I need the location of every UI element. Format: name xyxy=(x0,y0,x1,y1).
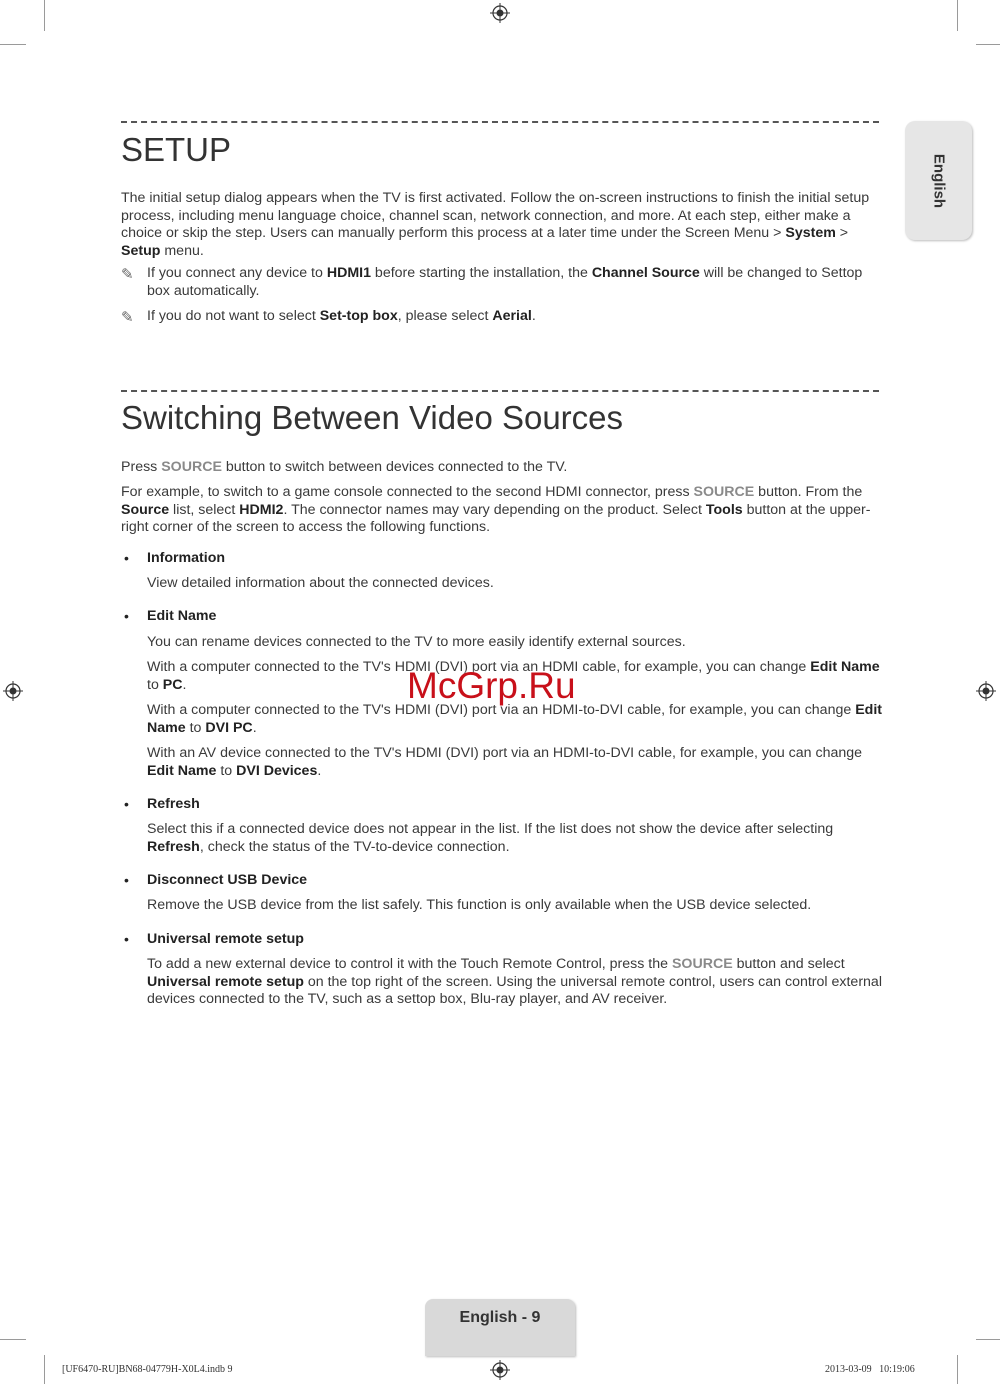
crop-mark xyxy=(44,1355,45,1384)
crop-mark xyxy=(0,1339,26,1340)
text-run: If you connect any device to xyxy=(147,265,327,281)
setup-note xyxy=(147,265,882,300)
switching-title: Switching Between Video Sources xyxy=(121,399,624,436)
bold-term: HDMI1 xyxy=(326,265,371,281)
text-run: If you do not want to select xyxy=(147,308,320,324)
item-title-information: Information xyxy=(147,550,226,566)
crop-mark xyxy=(976,44,1000,45)
source-keyword: SOURCE xyxy=(161,459,222,475)
bold-term: Edit Name xyxy=(147,702,882,736)
item-title-disconnect-usb: Disconnect USB Device xyxy=(147,872,308,888)
setup-title: SETUP xyxy=(121,131,232,168)
bold-term: Aerial xyxy=(492,308,532,324)
bold-term: PC xyxy=(162,676,183,693)
note-pencil-icon: ✎ xyxy=(121,309,134,326)
source-keyword: SOURCE xyxy=(693,484,755,500)
bold-term: Set-top box xyxy=(319,308,398,324)
text-run: . xyxy=(182,676,187,693)
text-run: With an AV device connected to the TV's HDMI (DVI) port via an HDMI-to-DVI cable, for example, you can change xyxy=(147,745,863,761)
text-run: , please select xyxy=(397,308,493,324)
bold-term: Universal remote setup xyxy=(147,973,304,990)
bold-term: DVI PC xyxy=(205,719,253,736)
crop-mark xyxy=(957,1355,958,1384)
text-run: To add a new external device to control it with the Touch Remote Control, press the xyxy=(147,956,672,972)
registration-mark-icon xyxy=(976,681,996,701)
source-keyword: SOURCE xyxy=(671,956,733,972)
registration-mark-icon xyxy=(490,1360,510,1380)
text-run: before starting the installation, the xyxy=(370,265,592,281)
bold-term: Edit Name xyxy=(810,659,880,675)
bullet-icon: • xyxy=(124,608,129,624)
note-pencil-icon: ✎ xyxy=(121,266,134,283)
text-run: button. From the xyxy=(754,484,863,500)
text-run: . xyxy=(531,308,536,324)
switching-para xyxy=(121,459,881,477)
item-text xyxy=(147,745,882,780)
text-run: to xyxy=(216,762,237,779)
item-text xyxy=(147,634,882,652)
text-run: With a computer connected to the TV's HDMI (DVI) port via an HDMI-to-DVI cable, for example, you can change xyxy=(147,702,856,718)
bullet-icon: • xyxy=(124,550,129,566)
bullet-icon: • xyxy=(124,796,129,812)
text-run: Press xyxy=(121,459,162,475)
item-text xyxy=(147,575,882,593)
bullet-icon: • xyxy=(124,931,129,947)
watermark-text: McGrp.Ru xyxy=(407,665,576,706)
item-text xyxy=(147,821,882,856)
text-run: to xyxy=(147,676,163,693)
text-run: button and select xyxy=(732,956,845,972)
bold-term: System xyxy=(785,225,836,242)
item-text xyxy=(147,702,882,737)
text-run: . xyxy=(252,719,257,736)
bold-term: DVI Devices xyxy=(236,762,318,779)
registration-mark-icon xyxy=(3,681,23,701)
text-run: The initial setup dialog appears when the TV is first activated. Follow the on-screen instructions to finish the initial setup process, including menu language choice, channel scan, network connection, and more. At each step, either make a choice or skip the step. Users can manually perform this process at a later time under the Screen Menu > xyxy=(121,190,870,242)
text-run: . xyxy=(317,762,322,779)
text-run: For example, to switch to a game console connected to the second HDMI connector, press xyxy=(121,484,694,500)
text-run: on the top right of the screen. Using the universal remote control, users can control external devices connected to the TV, such as a settop box, Blu-ray player, and AV receiver. xyxy=(147,973,882,1008)
item-text xyxy=(147,956,882,1009)
bold-term: HDMI2 xyxy=(239,501,284,518)
page-number-label: English - 9 xyxy=(459,1309,541,1326)
crop-mark xyxy=(44,0,45,31)
switching-para xyxy=(121,484,881,537)
bold-term: Refresh xyxy=(147,838,200,855)
language-side-tab xyxy=(905,121,972,240)
item-title-universal-remote: Universal remote setup xyxy=(147,931,304,947)
setup-note xyxy=(147,308,882,326)
section-divider xyxy=(121,390,879,392)
text-run: list, select xyxy=(169,501,240,518)
text-run: With a computer connected to the TV's HDMI (DVI) port via an HDMI cable, for example, you can change xyxy=(147,659,811,675)
section-divider xyxy=(121,121,879,123)
item-title-edit-name: Edit Name xyxy=(147,608,217,624)
text-run: to xyxy=(185,719,206,736)
text-run: . The connector names may vary depending on the product. Select xyxy=(283,501,706,518)
text-run: , check the status of the TV-to-device connection. xyxy=(199,838,510,855)
bold-term: Setup xyxy=(121,243,161,260)
text-run: Select this if a connected device does not appear in the list. If the list does not show the device after selecting xyxy=(147,821,834,837)
text-run: You can rename devices connected to the TV to more easily identify external sources. xyxy=(147,634,686,650)
print-file-info: [UF6470-RU]BN68-04779H-X0L4.indb 9 xyxy=(62,1364,233,1375)
text-run: View detailed information about the connected devices. xyxy=(147,575,494,591)
print-date-info: 2013-03-09 10:19:06 xyxy=(825,1364,915,1375)
text-run: > xyxy=(835,225,849,242)
language-side-tab-label: English xyxy=(930,153,947,208)
text-run: will be changed to Settop box automatically. xyxy=(147,265,863,299)
registration-mark-icon xyxy=(490,3,510,23)
setup-body xyxy=(121,190,881,261)
crop-mark xyxy=(957,0,958,31)
bold-term: Tools xyxy=(705,501,743,518)
item-title-refresh: Refresh xyxy=(147,796,200,812)
bold-term: Channel Source xyxy=(591,265,700,281)
text-run: Remove the USB device from the list safely. This function is only available when the USB device selected. xyxy=(147,897,812,913)
bold-term: Source xyxy=(121,501,170,518)
bold-term: Edit Name xyxy=(147,762,217,779)
text-run: button at the upper-right corner of the screen to access the following functions. xyxy=(121,501,871,536)
page-number-tab xyxy=(425,1299,575,1356)
text-run: menu. xyxy=(160,243,204,260)
item-text xyxy=(147,897,882,915)
text-run: button to switch between devices connected to the TV. xyxy=(221,459,568,475)
bullet-icon: • xyxy=(124,872,129,888)
crop-mark xyxy=(0,44,26,45)
crop-mark xyxy=(976,1339,1000,1340)
